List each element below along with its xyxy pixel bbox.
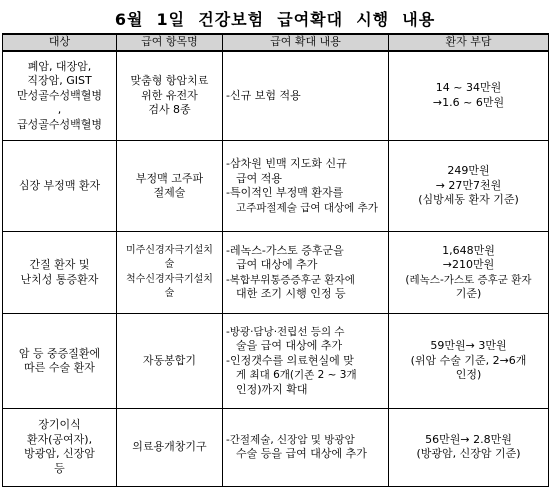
item-cell xyxy=(117,408,223,486)
cell-line: 59만원→ 3만원 xyxy=(430,339,507,353)
cell-line: 56만원→ 2.8만원 xyxy=(425,432,512,446)
cell-line: 1,648만원 xyxy=(442,243,495,257)
table-row xyxy=(3,141,549,231)
content-cell xyxy=(223,408,389,486)
content-cell xyxy=(223,314,389,409)
burden-cell xyxy=(389,51,549,141)
item-cell xyxy=(117,141,223,231)
benefit-table xyxy=(2,33,549,487)
cell-line: , xyxy=(57,103,62,117)
cell-line: 수술 등을 급여 대상에 추가 xyxy=(236,447,367,461)
burden-cell xyxy=(389,231,549,313)
item-cell xyxy=(117,231,223,313)
cell-line: 급여 대상에 추가 xyxy=(236,258,318,272)
cell-line: 간질 환자 및 xyxy=(29,258,90,272)
content-cell xyxy=(223,141,389,231)
cell-line: 절제술 xyxy=(153,186,186,200)
burden-cell xyxy=(389,141,549,231)
cell-line: (심방세동 환자 기준) xyxy=(418,193,519,207)
cell-line: -인정갯수를 의료현실에 맞 xyxy=(226,353,354,367)
cell-line: 술 xyxy=(164,288,175,300)
cell-line: 인정)까지 확대 xyxy=(236,382,308,396)
table-row xyxy=(3,51,549,141)
table-row xyxy=(3,408,549,486)
cell-line: -신규 보험 적용 xyxy=(226,88,301,102)
cell-line: 249만원 xyxy=(447,164,490,178)
cell-line: 난치성 통증환자 xyxy=(20,272,99,286)
cell-line: 자동봉합기 xyxy=(142,353,197,367)
target-cell xyxy=(3,314,117,409)
cell-line: 방광암, 신장암 xyxy=(24,447,95,461)
content-cell xyxy=(223,51,389,141)
cell-line: 게 최대 6개(기존 2 ~ 3개 xyxy=(236,369,357,382)
cell-line: →1.6 ~ 6만원 xyxy=(432,95,505,109)
cell-line: (레녹스-가스토 증후군 환자 xyxy=(405,273,532,286)
cell-line: -특이적인 부정맥 환자를 xyxy=(226,186,344,200)
cell-line: 척수신경자극기설치 xyxy=(126,273,213,285)
cell-line: 대한 조기 시행 인정 등 xyxy=(236,287,346,301)
cell-line: 급성골수성백혈병 xyxy=(16,117,102,131)
burden-cell xyxy=(389,408,549,486)
cell-line: 검사 8종 xyxy=(148,103,191,117)
cell-line: 인정) xyxy=(455,368,482,382)
cell-line: 술을 급여 대상에 추가 xyxy=(236,339,343,353)
header-burden: 환자 부담 xyxy=(389,34,549,51)
cell-line: 술 xyxy=(164,259,175,271)
cell-line: 위한 유전자 xyxy=(141,88,198,102)
table-row xyxy=(3,231,549,313)
cell-line: →210만원 xyxy=(442,258,495,272)
item-cell xyxy=(117,51,223,141)
target-cell xyxy=(3,141,117,231)
cell-line: 의료용개창기구 xyxy=(132,440,207,454)
cell-line: 부정맥 고주파 xyxy=(135,171,204,185)
header-target: 대상 xyxy=(3,34,117,51)
cell-line: 따른 수술 환자 xyxy=(24,361,95,375)
cell-line: 환자(공여자), xyxy=(26,432,93,446)
cell-line: -방광·담낭·전립선 등의 수 xyxy=(226,325,345,338)
target-cell xyxy=(3,408,117,486)
cell-line: 급여 적용 xyxy=(236,171,283,185)
cell-line: -간절제술, 신장암 및 방광암 xyxy=(226,433,355,446)
target-cell xyxy=(3,231,117,313)
cell-line: 직장암, GIST xyxy=(27,74,92,88)
cell-line: 암 등 중증질환에 xyxy=(18,346,101,360)
cell-line: 폐암, 대장암, xyxy=(27,59,92,73)
item-cell xyxy=(117,314,223,409)
target-cell xyxy=(3,51,117,141)
cell-line: 기준) xyxy=(455,287,482,301)
cell-line: -삼차원 빈맥 지도화 신규 xyxy=(226,157,347,171)
header-content: 급여 확대 내용 xyxy=(223,34,389,51)
burden-cell xyxy=(389,314,549,409)
header-item: 급여 항목명 xyxy=(117,34,223,51)
cell-line: 장기이식 xyxy=(38,418,81,432)
cell-line: -레녹스-가스토 증후군을 xyxy=(226,243,344,257)
cell-line: 14 ~ 34만원 xyxy=(435,81,502,95)
page-title: 6월 1일 건강보험 급여확대 시행 내용 xyxy=(114,10,436,29)
table-header-row xyxy=(3,34,549,51)
cell-line: 심장 부정맥 환자 xyxy=(18,178,101,192)
content-cell xyxy=(223,231,389,313)
cell-line: → 27만7천원 xyxy=(435,178,502,192)
cell-line: -복합부위통증증후군 환자에 xyxy=(226,273,355,286)
cell-line: 맞춤형 항암치료 xyxy=(130,74,209,88)
cell-line: 고주파절제술 급여 대상에 추가 xyxy=(236,201,378,214)
cell-line: 만성골수성백혈병 xyxy=(16,88,102,102)
table-row xyxy=(3,314,549,409)
cell-line: 등 xyxy=(54,461,65,475)
cell-line: (방광암, 신장암 기준) xyxy=(416,447,521,461)
cell-line: 미주신경자극기설치 xyxy=(126,244,213,256)
cell-line: (위암 수술 기준, 2→6개 xyxy=(410,353,527,367)
